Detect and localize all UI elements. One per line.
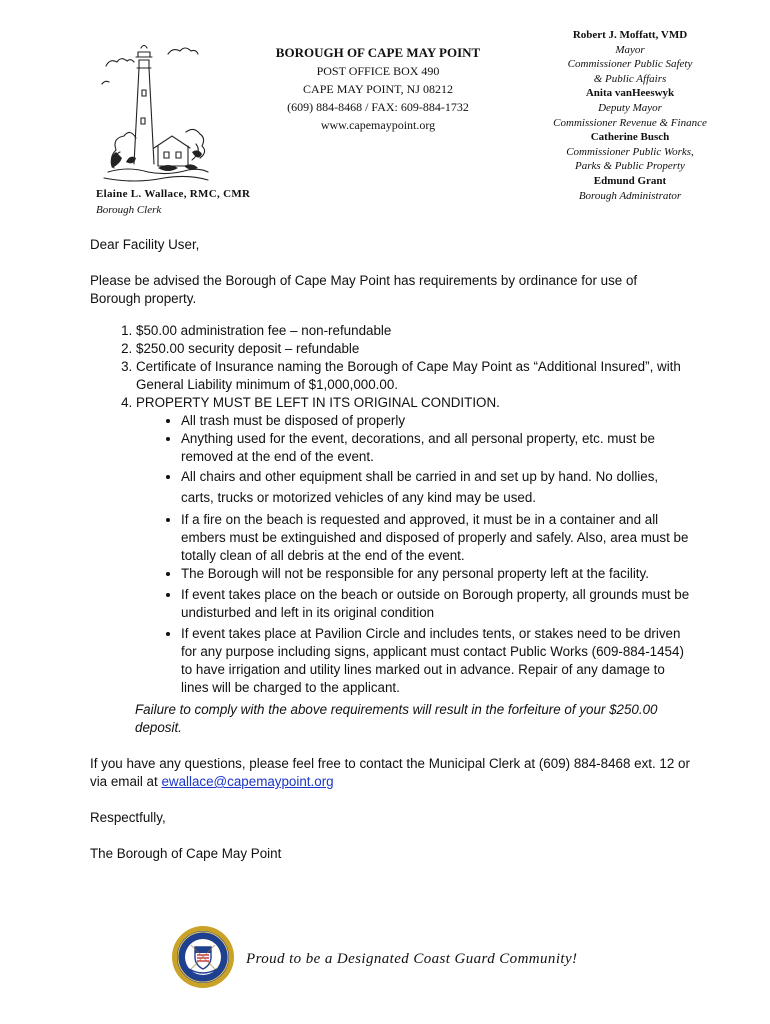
requirement-item: 2. $250.00 security deposit – refundable [136, 340, 690, 358]
rule-item: • Anything used for the event, decorations, and all personal property, etc. must be removed at the end of the event. [181, 430, 690, 466]
lighthouse-sketch-icon [100, 40, 212, 190]
forfeiture-warning: Failure to comply with the above requirements will result in the forfeiture of your $250.00 deposit. [135, 702, 658, 735]
official-role: & Public Affairs [593, 72, 667, 85]
official-role: Mayor [615, 43, 645, 56]
clerk-email-link[interactable]: ewallace@capemaypoint.org [161, 774, 334, 789]
official-role: Commissioner Public Works, [566, 145, 694, 158]
requirement-item: 1. $50.00 administration fee – non-refundable [136, 322, 690, 340]
city-state-zip: CAPE MAY POINT, NJ 08212 [303, 82, 453, 96]
official-name: Catherine Busch [590, 131, 670, 144]
official-name: Edmund Grant [593, 174, 667, 187]
officials-list [510, 28, 750, 203]
intro-paragraph: Please be advised the Borough of Cape May Point has requirements by ordinance for use of Borough property. [90, 273, 638, 306]
official-name: Robert J. Moffatt, VMD [572, 29, 688, 41]
property-rules-list [136, 412, 690, 697]
clerk-role: Borough Clerk [96, 204, 162, 216]
official-role: Deputy Mayor [598, 101, 662, 114]
official-name: Anita vanHeeswyk [585, 87, 675, 100]
signature: The Borough of Cape May Point [90, 846, 282, 861]
borough-name: BOROUGH OF CAPE MAY POINT [275, 45, 481, 60]
clerk-block [96, 186, 250, 218]
official-role: Borough Administrator [578, 189, 682, 202]
official-role: Parks & Public Property [575, 160, 685, 173]
clerk-name: Elaine L. Wallace, RMC, CMR [96, 188, 251, 200]
rule-item: • All trash must be disposed of properly [181, 412, 690, 430]
footer-motto: Proud to be a Designated Coast Guard Community! [246, 951, 578, 967]
rule-item: • If a fire on the beach is requested and approved, it must be in a container and all embers must be extinguished and disposed of properly and safely. Also, area must be totally clean of all debris at the end of the event. [181, 511, 690, 565]
contact-text: If you have any questions, please feel free to contact the Municipal Clerk at (609) 884-8468 ext. 12 or via email at [90, 756, 690, 789]
contact-paragraph [90, 755, 690, 791]
website: www.capemaypoint.org [320, 118, 436, 132]
rule-item: • If event takes place on the beach or outside on Borough property, all grounds must be undisturbed and left in its original condition [181, 586, 690, 622]
letterhead [248, 44, 508, 134]
rule-item: • If event takes place at Pavilion Circle and includes tents, or stakes need to be driven for any purpose including signs, applicant must contact Public Works (609-884-1454) to have irrigation and utility lines marked out in advance. Repair of any damage to lines will be charged to the applicant. [181, 625, 690, 697]
rule-item: • All chairs and other equipment shall be carried in and set up by hand. No dollies, carts, trucks or motorized vehicles of any kind may be used. [181, 466, 690, 508]
requirements-list [90, 322, 690, 697]
rule-item: • The Borough will not be responsible for any personal property left at the facility. [181, 565, 690, 583]
requirement-item: 3. Certificate of Insurance naming the Borough of Cape May Point as “Additional Insured”, with General Liability minimum of $1,000,000.00. [136, 358, 690, 394]
letter-body [90, 236, 690, 863]
requirement-text: PROPERTY MUST BE LEFT IN ITS ORIGINAL CONDITION. [136, 395, 500, 410]
po-box: POST OFFICE BOX 490 [316, 64, 440, 78]
coast-guard-seal-icon [171, 925, 235, 989]
official-role: Commissioner Public Safety [567, 58, 693, 71]
requirement-item [136, 394, 690, 697]
phone-fax: (609) 884-8468 / FAX: 609-884-1732 [287, 100, 469, 114]
closing: Respectfully, [90, 810, 166, 825]
official-role: Commissioner Revenue & Finance [553, 116, 707, 129]
greeting: Dear Facility User, [90, 237, 200, 252]
